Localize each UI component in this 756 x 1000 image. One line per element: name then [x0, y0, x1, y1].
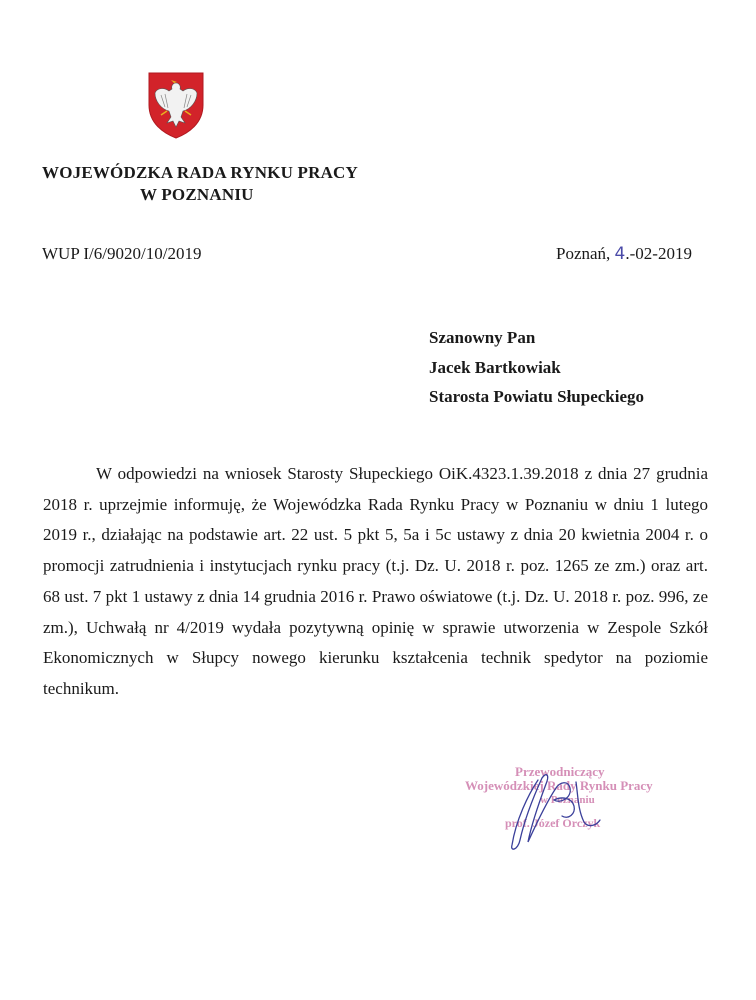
body-paragraph: W odpowiedzi na wniosek Starosty Słupeckiego OiK.4323.1.39.2018 z dnia 27 grudnia 2018 r. uprzejmie informuję, że Wojewódzka Rada Rynku Pracy w Poznaniu w dniu 1 lutego 2019 r., działając na podstawie art. 22 ust. 5 pkt 5, 5a i 5c ustawy z dnia 20 kwietnia 2004 r. o promocji zatrudnienia i instytucjach rynku pracy (t.j. Dz. U. 2018 r. poz. 1265 ze zm.) oraz art. 68 ust. 7 pkt 1 ustawy z dnia 14 grudnia 2016 r. Prawo oświatowe (t.j. Dz. U. 2018 r. poz. 996, ze zm.), Uchwałą nr 4/2019 wydała pozytywną opinię w sprawie utworzenia w Zespole Szkół Ekonomicznych w Słupcy nowego kierunku kształcenia technik spedytor na poziomie technikum.	[43, 464, 708, 698]
date-rest: .-02-2019	[625, 244, 692, 263]
handwritten-signature	[498, 760, 608, 855]
date-day-handwritten: 4	[614, 244, 626, 264]
organization-city: W POZNANIU	[140, 185, 254, 204]
addressee-name: Jacek Bartkowiak	[429, 358, 561, 377]
stamp-line-1: Przewodniczący	[515, 764, 605, 779]
organization-name: WOJEWÓDZKA RADA RYNKU PRACY	[42, 163, 359, 182]
stamp-line-4: prof. Józef Orczyk	[505, 816, 601, 830]
letter-date	[556, 244, 692, 264]
coat-of-arms-icon	[147, 71, 205, 139]
reference-number: WUP I/6/9020/10/2019	[42, 244, 202, 263]
addressee-salutation: Szanowny Pan	[429, 328, 536, 347]
letter-body	[43, 459, 708, 705]
stamp-line-3: w Poznaniu	[540, 794, 595, 806]
stamp-line-2: Wojewódzkiej Rady Rynku Pracy	[465, 778, 653, 793]
date-place: Poznań,	[556, 244, 615, 263]
addressee-title: Starosta Powiatu Słupeckiego	[429, 387, 645, 406]
